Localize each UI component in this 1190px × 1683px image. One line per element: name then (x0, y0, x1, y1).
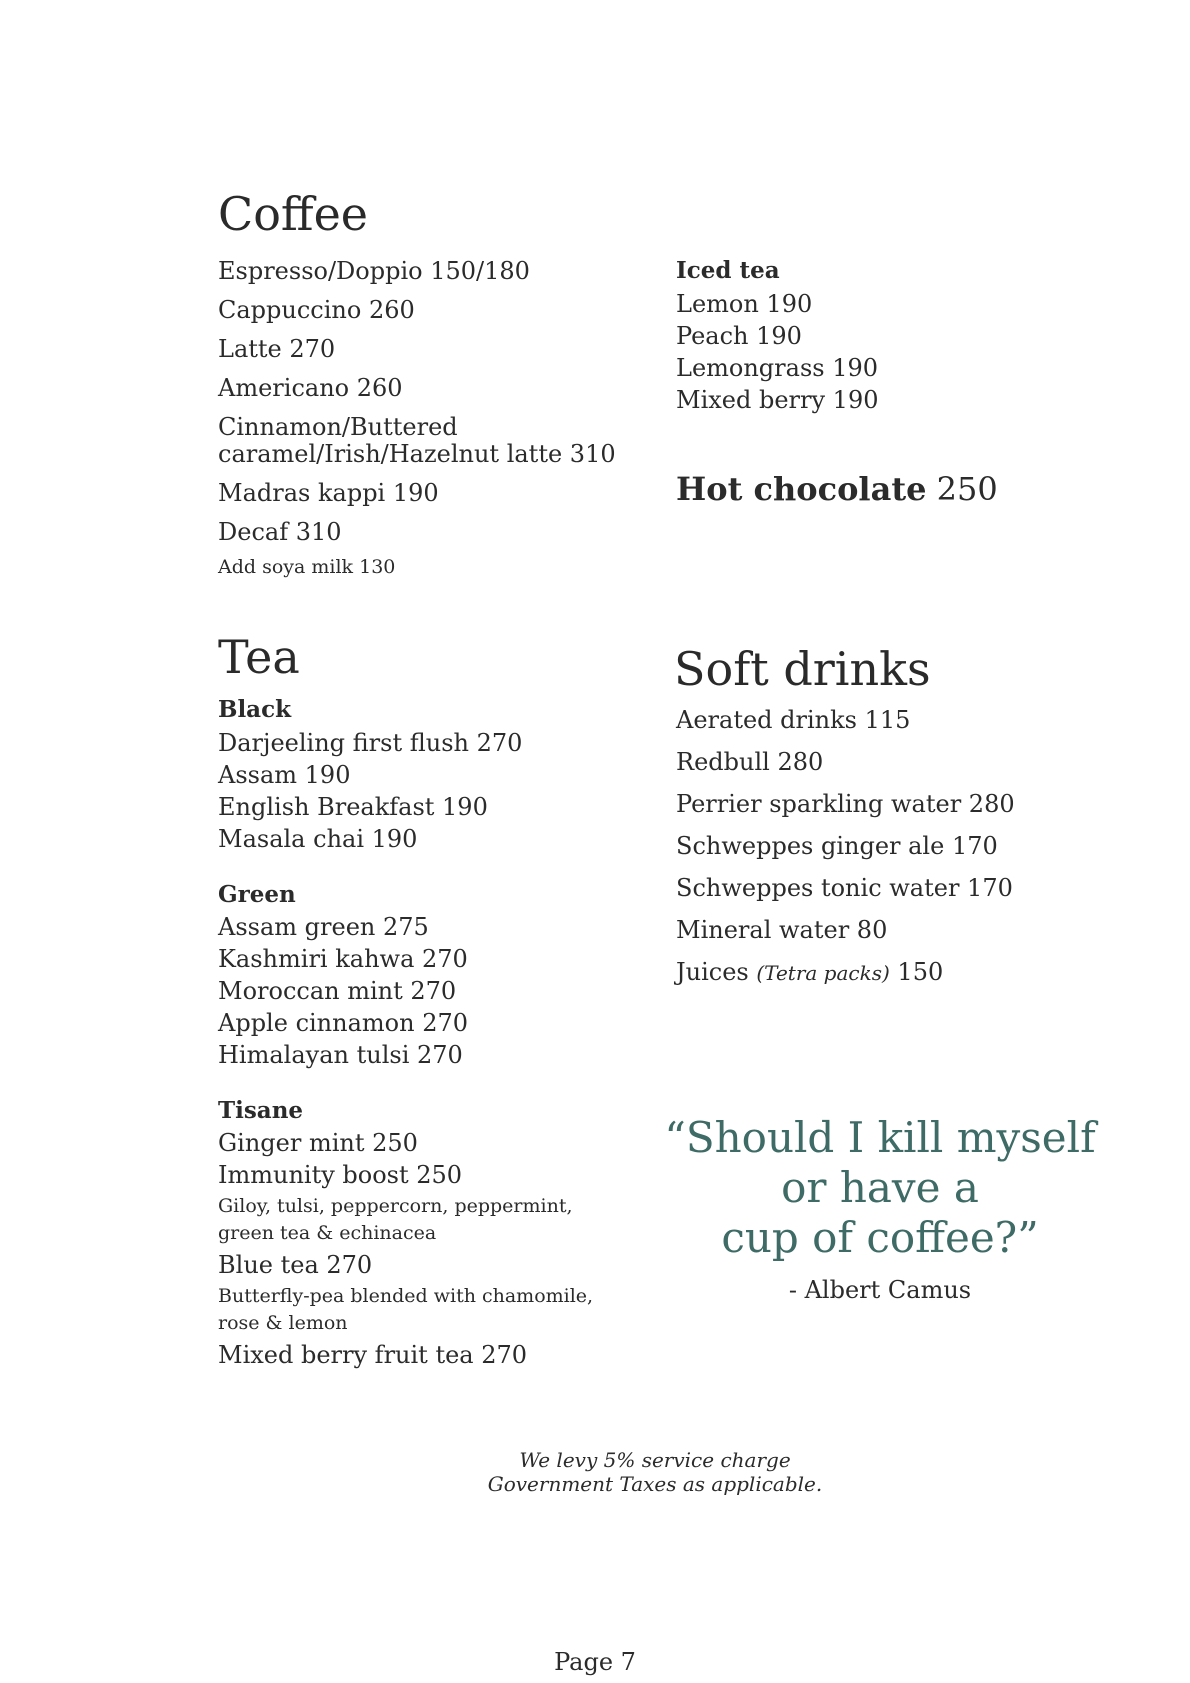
tea-item-description: rose & lemon (218, 1312, 348, 1334)
tea-item-description: Butterfly-pea blended with chamomile, (218, 1285, 594, 1307)
juices-name: Juices (676, 958, 749, 986)
juices-price: 150 (897, 958, 944, 986)
quote-block (640, 1113, 1120, 1263)
coffee-item: Cinnamon/Buttered (218, 413, 458, 441)
tea-item: English Breakfast 190 (218, 793, 488, 821)
coffee-item: Cappuccino 260 (218, 296, 415, 324)
tea-black-list (218, 729, 522, 857)
tea-item: Assam 190 (218, 761, 351, 789)
tea-item: Blue tea 270 (218, 1251, 373, 1279)
coffee-item: Espresso/Doppio 150/180 (218, 257, 530, 285)
service-charge-line: We levy 5% service charge (519, 1448, 791, 1472)
juices-detail: (Tetra packs) (756, 961, 890, 985)
soft-drinks-list (676, 706, 1015, 958)
tea-item: Immunity boost 250 (218, 1161, 463, 1189)
soft-drink-item-juices (676, 958, 943, 987)
tea-item: Darjeeling first flush 270 (218, 729, 523, 757)
tax-line: Government Taxes as applicable. (487, 1472, 823, 1496)
tea-item: Kashmiri kahwa 270 (218, 945, 468, 973)
coffee-item: Decaf 310 (218, 518, 342, 546)
quote-line: “Should I kill myself (664, 1113, 1096, 1162)
soft-drink-item: Mineral water 80 (676, 916, 888, 944)
soft-drink-item: Perrier sparkling water 280 (676, 790, 1015, 818)
iced-tea-item: Lemon 190 (676, 290, 813, 318)
soft-drink-item: Schweppes tonic water 170 (676, 874, 1013, 902)
coffee-item: Madras kappi 190 (218, 479, 439, 507)
tea-green-list (218, 913, 468, 1073)
tea-item: Assam green 275 (218, 913, 429, 941)
coffee-item: Americano 260 (218, 374, 403, 402)
hot-chocolate (676, 470, 998, 508)
quote-line: or have a (781, 1163, 979, 1212)
soft-drink-item: Schweppes ginger ale 170 (676, 832, 998, 860)
tea-item: Himalayan tulsi 270 (218, 1041, 463, 1069)
tea-heading: Tea (218, 630, 300, 684)
hot-chocolate-name: Hot chocolate (676, 470, 927, 508)
coffee-item: Latte 270 (218, 335, 336, 363)
iced-tea-list (676, 290, 879, 418)
hot-chocolate-price: 250 (936, 470, 998, 508)
coffee-list (218, 257, 530, 413)
tea-item: Masala chai 190 (218, 825, 418, 853)
coffee-item: caramel/Irish/Hazelnut latte 310 (218, 440, 616, 468)
quote-author: - Albert Camus (788, 1276, 972, 1304)
tea-item: Moroccan mint 270 (218, 977, 457, 1005)
soft-drink-item: Redbull 280 (676, 748, 824, 776)
service-charge-note (395, 1448, 915, 1496)
coffee-heading: Coffee (218, 187, 369, 241)
tea-item-description: green tea & echinacea (218, 1222, 437, 1244)
tea-item: Ginger mint 250 (218, 1129, 418, 1157)
quote-line: cup of coffee?” (721, 1213, 1039, 1262)
iced-tea-item: Peach 190 (676, 322, 802, 350)
tea-item-description: Giloy, tulsi, peppercorn, peppermint, (218, 1195, 573, 1217)
tea-item: Apple cinnamon 270 (218, 1009, 469, 1037)
tea-item: Mixed berry fruit tea 270 (218, 1341, 528, 1369)
iced-tea-heading: Iced tea (676, 257, 780, 284)
tea-black-heading: Black (218, 696, 292, 723)
tea-tisane-heading: Tisane (218, 1097, 304, 1124)
iced-tea-item: Mixed berry 190 (676, 386, 879, 414)
page-number: Page 7 (554, 1648, 636, 1676)
iced-tea-item: Lemongrass 190 (676, 354, 879, 382)
tea-green-heading: Green (218, 881, 296, 908)
soft-drinks-heading: Soft drinks (674, 642, 931, 696)
coffee-note: Add soya milk 130 (218, 556, 396, 578)
soft-drink-item: Aerated drinks 115 (676, 706, 911, 734)
